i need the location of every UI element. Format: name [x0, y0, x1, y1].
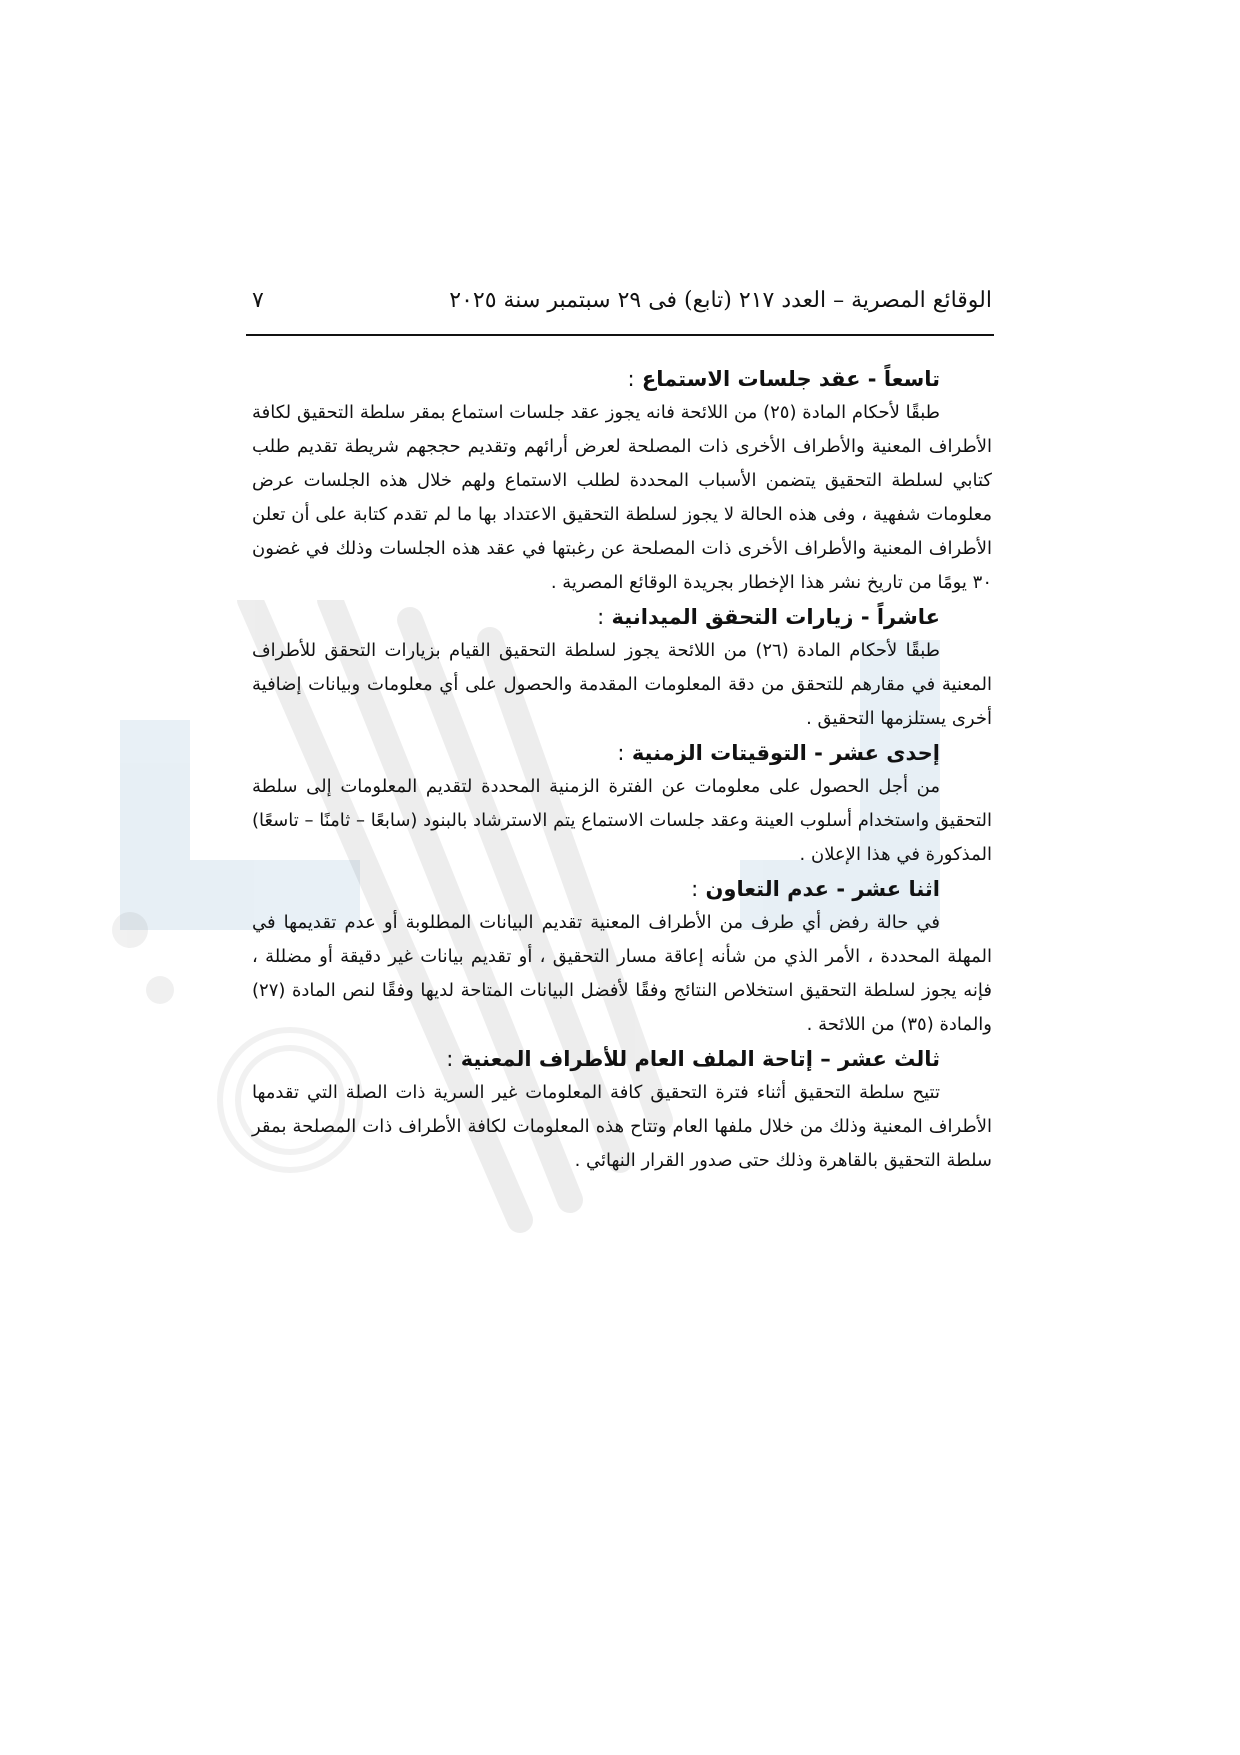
section-paragraph: في حالة رفض أي طرف من الأطراف المعنية تقديم البيانات المطلوبة أو عدم تقديمها في المهلة المحددة ، الأمر الذي من شأنه إعاقة مسار التحقيق ، أو تقديم بيانات غير دقيقة أو مضللة ، فإنه يجوز لسلطة التحقيق استخلاص النتائج وفقًا لأفضل البيانات المتاحة لديها وفقًا لنص المادة (٢٧) والمادة (٣٥) من اللائحة .: [252, 912, 992, 1035]
section-public-file: [252, 1042, 992, 1178]
heading-colon: :: [597, 605, 605, 629]
section-heading: [252, 872, 992, 906]
page-header: [252, 288, 992, 313]
section-paragraph: من أجل الحصول على معلومات عن الفترة الزمنية المحددة لتقديم المعلومات إلى سلطة التحقيق واستخدام أسلوب العينة وعقد جلسات الاستماع يتم الاسترشاد بالبنود (سابعًا – ثامنًا – تاسعًا) المذكورة في هذا الإعلان .: [251, 776, 992, 865]
section-heading-text: تاسعاً - عقد جلسات الاستماع: [641, 367, 940, 391]
heading-colon: :: [617, 741, 625, 765]
section-heading: [252, 1042, 992, 1076]
section-timelines: [252, 736, 992, 872]
section-heading: [252, 600, 992, 634]
section-heading-text: إحدى عشر - التوقيتات الزمنية: [631, 741, 940, 765]
section-non-cooperation: [252, 872, 992, 1042]
section-hearings: [252, 362, 992, 600]
document-body: [252, 362, 992, 1178]
section-paragraph: تتيح سلطة التحقيق أثناء فترة التحقيق كافة المعلومات غير السرية ذات الصلة التي تقدمها الأطراف المعنية وذلك من خلال ملفها العام وتتاح هذه المعلومات لكافة الأطراف ذات المصلحة بمقر سلطة التحقيق بالقاهرة وذلك حتى صدور القرار النهائي .: [252, 1082, 992, 1171]
section-paragraph: طبقًا لأحكام المادة (٢٦) من اللائحة يجوز لسلطة التحقيق القيام بزيارات التحقق للأطراف المعنية في مقارهم للتحقق من دقة المعلومات المقدمة والحصول على أي معلومات وبيانات إضافية أخرى يستلزمها التحقيق .: [252, 640, 992, 729]
page-number: ٧: [252, 288, 264, 313]
section-field-visits: [252, 600, 992, 736]
section-heading: [252, 362, 992, 396]
section-heading-text: اثنا عشر - عدم التعاون: [705, 877, 940, 901]
heading-colon: :: [691, 877, 699, 901]
section-heading-text: ثالث عشر – إتاحة الملف العام للأطراف المعنية: [460, 1047, 940, 1071]
section-paragraph: طبقًا لأحكام المادة (٢٥) من اللائحة فانه يجوز عقد جلسات استماع بمقر سلطة التحقيق لكافة الأطراف المعنية والأطراف الأخرى ذات المصلحة لعرض أرائهم وتقديم حججهم شريطة تقديم طلب كتابي لسلطة التحقيق يتضمن الأسباب المحددة لطلب الاستماع ولهم خلال هذه الجلسات عرض معلومات شفهية ، وفى هذه الحالة لا يجوز لسلطة التحقيق الاعتداد بها ما لم تقدم كتابة على أن تعلن الأطراف المعنية والأطراف الأخرى ذات المصلحة عن رغبتها في عقد هذه الجلسات وذلك في غضون ٣٠ يومًا من تاريخ نشر هذا الإخطار بجريدة الوقائع المصرية .: [252, 402, 992, 593]
heading-colon: :: [627, 367, 635, 391]
section-heading-text: عاشراً - زيارات التحقق الميدانية: [611, 605, 940, 629]
header-divider: [246, 334, 994, 336]
header-title: الوقائع المصرية – العدد ٢١٧ (تابع) فى ٢٩ سبتمبر سنة ٢٠٢٥: [449, 288, 992, 313]
heading-colon: :: [446, 1047, 454, 1071]
section-heading: [252, 736, 992, 770]
